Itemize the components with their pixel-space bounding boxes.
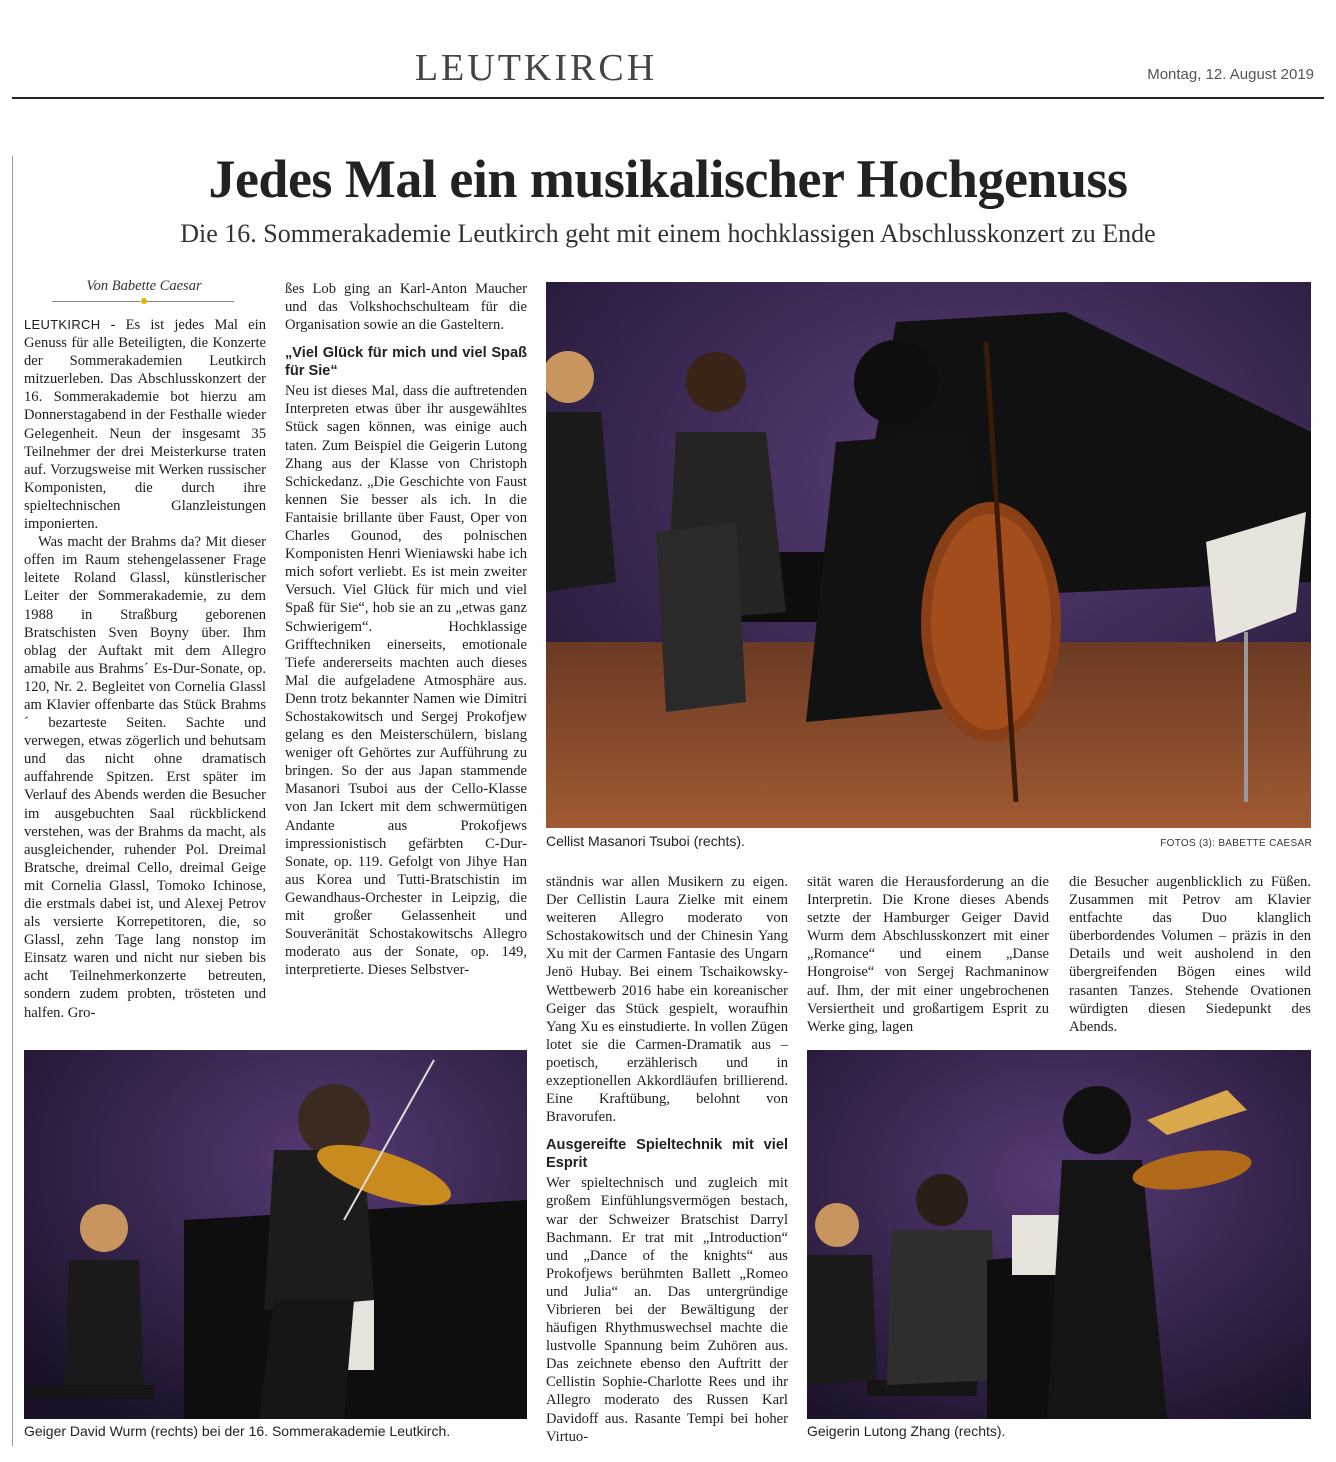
article-column-1 [24, 316, 266, 1022]
article-headline: Jedes Mal ein musikalischer Hochgenuss [208, 149, 1128, 209]
paragraph: ßes Lob ging an Karl-Anton Maucher und das Volkshochschulteam für die Organisation sowie an die Gasteltern. [285, 281, 527, 334]
photo-caption: Geigerin Lutong Zhang (rechts). [807, 1423, 1006, 1439]
article-subheadline: Die 16. Sommerakademie Leutkirch geht mit einem hochklassigen Abschlusskonzert zu Ende [180, 219, 1156, 248]
article-column-2 [285, 280, 527, 979]
paragraph: Wer spieltechnisch und zugleich mit großem Einfühlungsvermögen bestach, war der Schweizer Bratschist Darryl Bachmann. Er trat mit „Introduction“ und „Dance of the knights“ aus Prokofjews berühmten Ballett „Romeo und Julia“ an. Das untergründige Vibrieren bei der Bewältigung der häufigen Rhythmuswechsel machte die lustvolle Spannung beim Zuhören aus. Das zeichnete ebenso den Auftritt der Cellistin Sophie-Charlotte Rees und ihr Allegro moderato des Russen Karl Davidoff aus. Rasante Tempi bei hoher Virtuo- [546, 1175, 788, 1445]
article-column-3 [546, 873, 788, 1446]
paragraph-text: - Es ist jedes Mal ein Genuss für alle Beteiligten, die Konzerte der Sommerakademien Leutkirch mitzuerleben. Das Abschlusskonzert der 16. Sommerakademie bot hierzu am Donnerstagabend in der Festhalle wieder Gelegenheit. Neun der insgesamt 35 Teilnehmer der drei Meisterkurse traten auf. Vorzugsweise mit Werken russischer Komponisten, die durch ihre spieltechnischen Glanzleistungen imponierten. [24, 317, 266, 533]
column-divider-left [12, 156, 13, 1446]
paragraph: Was macht der Brahms da? Mit dieser offen im Raum stehengelassener Frage leitete Roland Glassl, künstlerischer Leiter der Sommerakademie, zu dem 1988 in Straßburg geborenen Bratschisten Sven Boyny über. Ihm oblag der Auftakt mit dem Allegro amabile aus Brahms´ Es-Dur-Sonate, op. 120, Nr. 2. Begleitet von Cornelia Glassl am Klavier offenbarte das Stück Brahms´ bezarteste Seiten. Sachte und verwegen, etwas zögerlich und behutsam und das nicht ohne dramatisch auffahrende Spitzen. Erst später im Verlauf des Abends werden die Besucher im ausgebuchten Saal rückblickend verstehen, was der Brahms da macht, als ausgleichender, ruhender Pol. Dreimal Bratsche, dreimal Cello, dreimal Geige mit Cornelia Glassl, Tomoko Ichinose, die erstmals dabei ist, und Alexej Petrov als versierte Korrepetitoren, die, so Glassl, zehn Tage lang nonstop im Einsatz waren und nicht nur sieben bis acht Teilnehmerkonzerte betreuten, sondern zudem probten, trösteten und halfen. Gro- [24, 534, 266, 1021]
masthead-divider [12, 97, 1324, 99]
photo-cellist [546, 282, 1311, 828]
article-column-4 [807, 873, 1049, 1036]
paragraph: sität waren die Herausforderung an die Interpretin. Die Krone dieses Abends setzte der Hamburger Geiger David Wurm dem Abschlusskonzert mit einer „Romance“ und einem „Danse Hongroise“ von Sergej Rachmaninow auf. Ihm, der mit einer ungebrochenen Versiertheit und großartigem Esprit zu Werke ging, lagen [807, 874, 1049, 1035]
byline-rule-right [146, 301, 234, 302]
photo-caption: Cellist Masanori Tsuboi (rechts). [546, 833, 745, 849]
byline: Von Babette Caesar [86, 278, 202, 294]
photo-violinist-image [24, 1050, 527, 1419]
article-column-5 [1069, 873, 1311, 1036]
photo-violinist-female-image [807, 1050, 1311, 1419]
section-title: LEUTKIRCH [414, 47, 658, 89]
paragraph: die Besucher augenblicklich zu Füßen. Zusammen mit Petrov am Klavier entfachte das Duo klanglich überbordendes Volumen – präzis in den Details und weit ausholend in den übergreifenden Bögen eines wild rasanten Tanzes. Stehende Ovationen würdigten diesen Siedepunkt des Abends. [1069, 874, 1311, 1035]
photo-caption: Geiger David Wurm (rechts) bei der 16. Sommerakademie Leutkirch. [24, 1423, 451, 1439]
byline-dot [141, 298, 147, 304]
paragraph [24, 316, 266, 533]
paragraph: ständnis war allen Musikern zu eigen. Der Cellistin Laura Zielke mit einem weiteren Allegro moderato von Schostakowitsch und der Chinesin Yang Xu mit der Carmen Fantasie des Ungarn Jenö Hubay. Bei einem Tschaikowsky-Wettbewerb 2016 habe ein koreanischer Geiger das Stück gespielt, woraufhin Yang Xu es einstudierte. In vollen Zügen lotet sie die Carmen-Dramatik aus – poetisch, erzählerisch und in exzeptionellen Akkordläufen brillierend. Eine Kraftübung, belohnt von Bravorufen. [546, 874, 788, 1126]
photo-credit: FOTOS (3): BABETTE CAESAR [1160, 838, 1312, 849]
publication-date: Montag, 12. August 2019 [1147, 66, 1314, 83]
byline-rule-left [52, 301, 140, 302]
dateline: LEUTKIRCH [24, 317, 101, 332]
paragraph: Neu ist dieses Mal, dass die auftretenden Interpreten etwas über ihr ausgewähltes Stück sagen können, was einige auch taten. Zum Beispiel die Geigerin Lutong Zhang aus der Klasse von Christoph Schickedanz. „Die Geschichte von Faust kennen Sie besser als ich. In die Fantaisie brillante über Faust, Oper von Charles Gounod, des polnischen Komponisten Henri Wieniawski habe ich mich sofort verliebt. Es ist mein zweiter Versuch. Viel Glück für mich und viel Spaß für Sie“, hob sie an zu „etwas ganz Schwierigem“. Hochklassige Grifftechniken einerseits, emotionale Tiefe andererseits machten auch dieses Mal die aufgeladene Atmosphäre aus. Denn trotz bekannter Namen wie Dimitri Schostakowitsch und Sergej Prokofjew gelang es den Meisterschülern, bislang weniger oft Gehörtes zur Aufführung zu bringen. So der aus Japan stammende Masanori Tsuboi aus der Cello-Klasse von Jan Ickert mit dem schwermütigen Andante aus Prokofjews impressionistisch gefärbten C-Dur-Sonate, op. 119. Gefolgt von Jihye Han aus Korea und Tutti-Bratschistin im Gewandhaus-Orchester in Leipzig, die mit großer Gelassenheit und Souveränität Schostakowitschs Allegro moderato aus der Sonate, op. 149, interpretierte. Dieses Selbstver- [285, 383, 527, 979]
subheading: „Viel Glück für mich und viel Spaß für Sie“ [285, 345, 527, 380]
photo-cellist-image [546, 282, 1311, 828]
photo-violinist [24, 1050, 527, 1419]
photo-violinist-female [807, 1050, 1311, 1419]
subheading: Ausgereifte Spieltechnik mit viel Esprit [546, 1137, 788, 1172]
